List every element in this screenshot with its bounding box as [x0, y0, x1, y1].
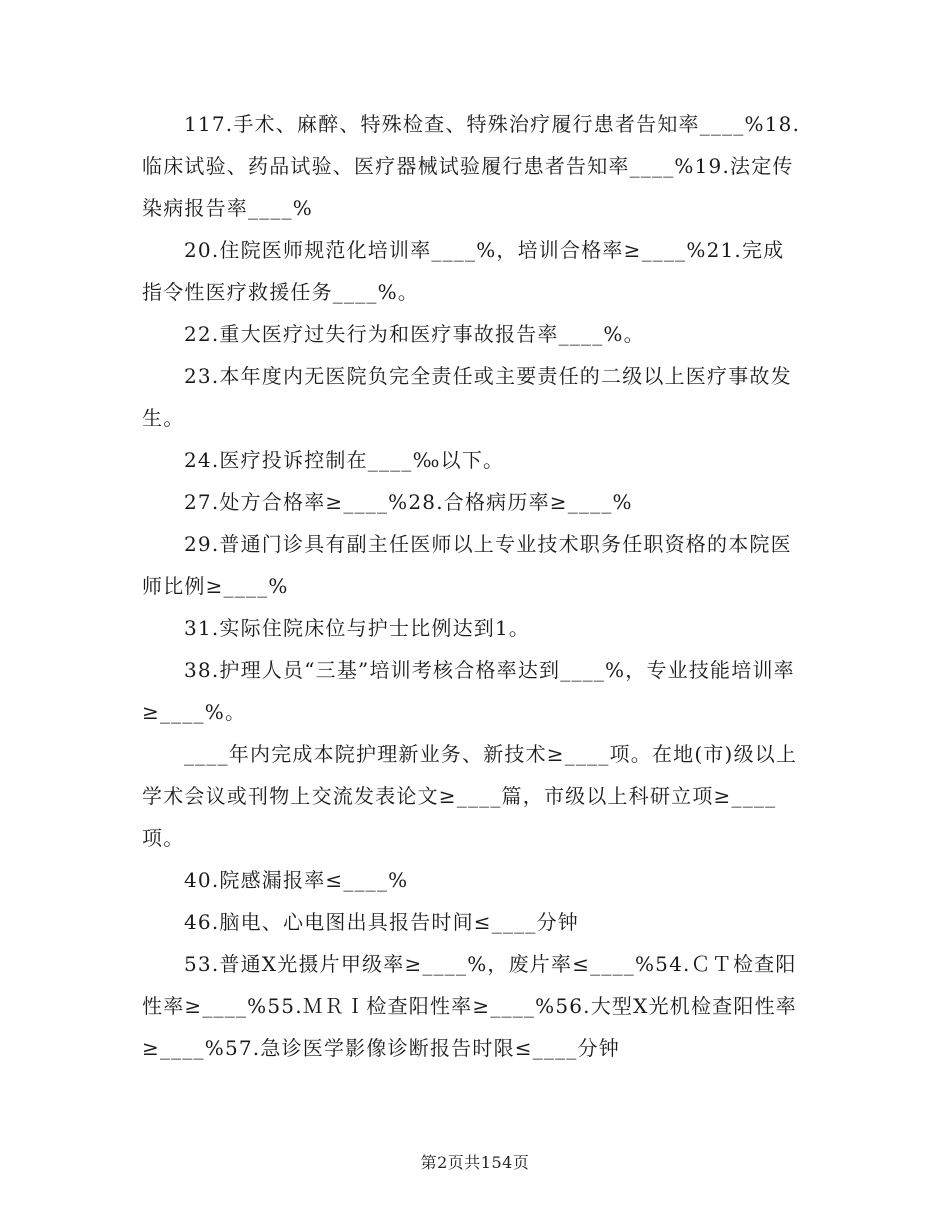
paragraph: 31.实际住院床位与护士比例达到1。: [184, 616, 531, 640]
paragraph: 38.护理人员“三基”培训考核合格率达到____%，专业技能培训率≥____%。: [142, 658, 795, 724]
paragraph: 23.本年度内无医院负完全责任或主要责任的二级以上医疗事故发生。: [142, 364, 792, 430]
paragraph: 40.院感漏报率≤____%: [184, 868, 409, 892]
paragraph: 117.手术、麻醉、特殊检查、特殊治疗履行患者告知率____%18.临床试验、药品试验、医疗器械试验履行患者告知率____%19.法定传染病报告率____%: [142, 112, 801, 220]
paragraph: 46.脑电、心电图出具报告时间≤____分钟: [184, 910, 579, 934]
document-body: [142, 103, 802, 1069]
paragraph: 27.处方合格率≥____%28.合格病历率≥____%: [184, 490, 633, 514]
paragraph: 24.医疗投诉控制在____‰以下。: [184, 448, 505, 472]
paragraph: 22.重大医疗过失行为和医疗事故报告率____%。: [184, 322, 645, 346]
page-number: 第2页共154页: [420, 1153, 530, 1172]
paragraph: 29.普通门诊具有副主任医师以上专业技术职务任职资格的本院医师比例≥____%: [142, 532, 792, 598]
paragraph: ____年内完成本院护理新业务、新技术≥____项。在地(市)级以上学术会议或刊物上交流发表论文≥____篇，市级以上科研立项≥____项。: [142, 742, 798, 850]
paragraph: 53.普通X光摄片甲级率≥____%，废片率≤____%54.ＣＴ检查阳性率≥____%55.ＭＲＩ检查阳性率≥____%56.大型X光机检查阳性率≥____%57.急诊医学影像诊断报告时限≤____分钟: [142, 952, 797, 1060]
paragraph: 20.住院医师规范化培训率____%，培训合格率≥____%21.完成指令性医疗救援任务____%。: [142, 238, 785, 304]
